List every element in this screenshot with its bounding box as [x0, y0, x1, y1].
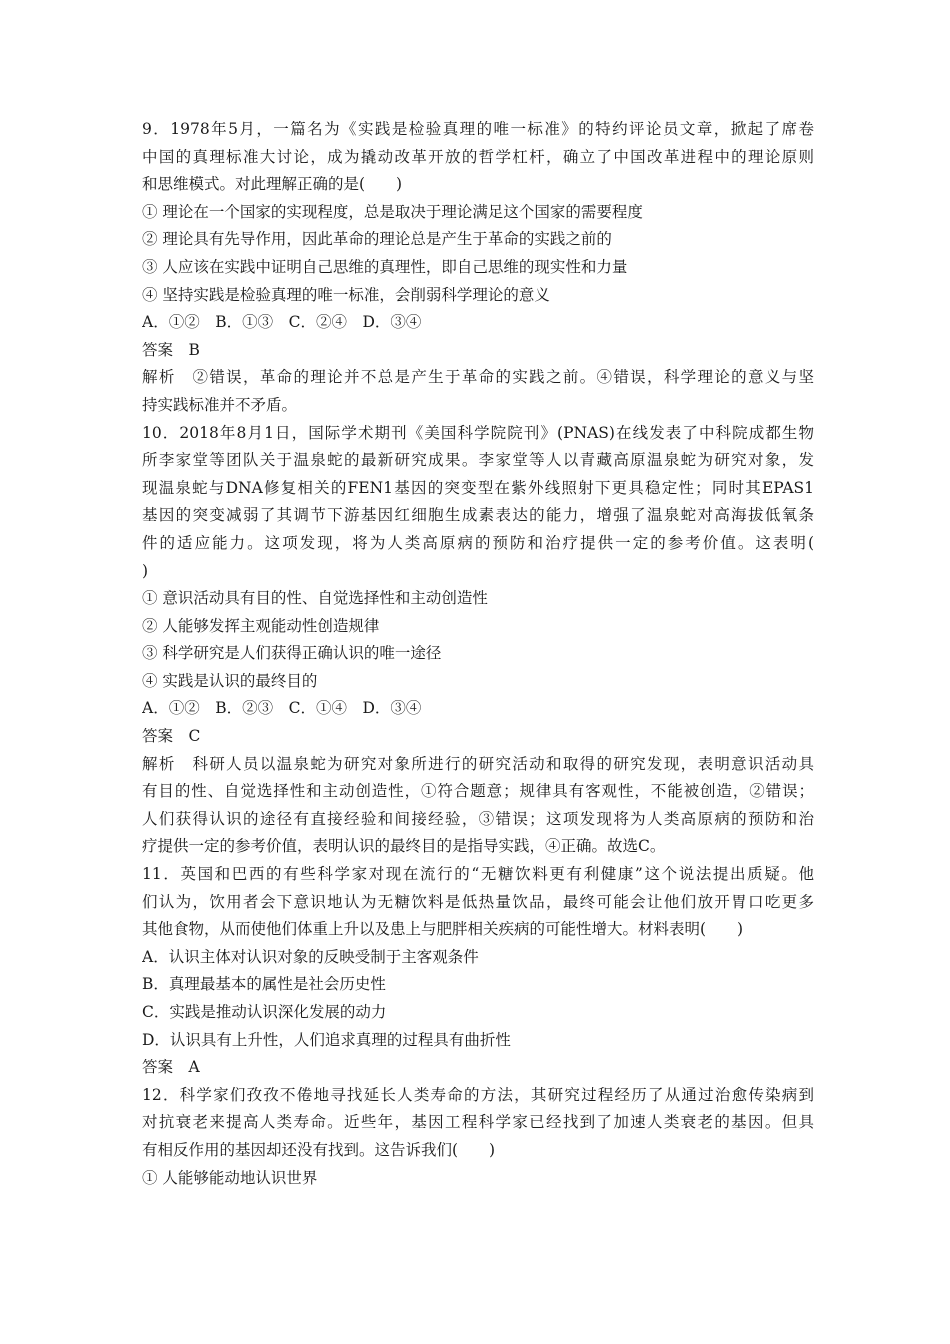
text-line: ): [142, 561, 149, 580]
text-line: 有相反作用的基因却还没有找到。这告诉我们( ): [142, 1140, 496, 1159]
text-line: 解析 ②错误，革命的理论并不总是产生于革命的实践之前。④错误，科学理论的意义与坚: [142, 368, 814, 387]
text-line: 人们获得认识的途径有直接经验和间接经验，③错误；这项发现将为人类高原病的预防和治: [142, 809, 814, 828]
text-line: 答案 C: [142, 727, 201, 746]
text-line: 11．英国和巴西的有些科学家对现在流行的“无糖饮料更有利健康”这个说法提出质疑。他: [142, 865, 814, 884]
text-line: 件的适应能力。这项发现，将为人类高原病的预防和治疗提供一定的参考价值。这表明(: [142, 533, 814, 552]
text-line: 和思维模式。对此理解正确的是( ): [142, 175, 403, 194]
text-line: 疗提供一定的参考价值，表明认识的最终目的是指导实践，④正确。故选C。: [142, 837, 666, 856]
text-line: 现温泉蛇与DNA修复相关的FEN1基因的突变型在紫外线照射下更具稳定性；同时其EPAS1: [142, 478, 814, 497]
text-line: 有目的性、自觉选择性和主动创造性，①符合题意；规律具有客观性，不能被创造，②错误；: [142, 782, 814, 801]
text-line: 9．1978年5月，一篇名为《实践是检验真理的唯一标准》的特约评论员文章，掀起了席卷: [142, 120, 814, 138]
text-line: A．①② B．①③ C．②④ D．③④: [142, 313, 422, 332]
document-body: [142, 116, 814, 1192]
text-line: 持实践标准并不矛盾。: [142, 395, 298, 414]
text-line: ④ 坚持实践是检验真理的唯一标准，会削弱科学理论的意义: [142, 285, 550, 304]
text-line: ① 理论在一个国家的实现程度，总是取决于理论满足这个国家的需要程度: [142, 202, 643, 221]
text-line: 答案 A: [142, 1058, 200, 1077]
text-line: B．真理最基本的属性是社会历史性: [142, 975, 386, 994]
text-line: 对抗衰老来提高人类寿命。近些年，基因工程科学家已经找到了加速人类衰老的基因。但具: [142, 1113, 814, 1132]
text-line: ② 理论具有先导作用，因此革命的理论总是产生于革命的实践之前的: [142, 230, 612, 249]
text-line: C．实践是推动认识深化发展的动力: [142, 1003, 387, 1021]
text-line: 所李家堂等团队关于温泉蛇的最新研究成果。李家堂等人以青藏高原温泉蛇为研究对象，发: [142, 451, 814, 470]
text-line: 中国的真理标准大讨论，成为撬动改革开放的哲学杠杆，确立了中国改革进程中的理论原则: [142, 147, 814, 166]
text-line: ① 人能够能动地认识世界: [142, 1168, 318, 1187]
text-line: ① 意识活动具有目的性、自觉选择性和主动创造性: [142, 589, 488, 608]
text-line: ② 人能够发挥主观能动性创造规律: [142, 616, 380, 635]
text-line: ③ 科学研究是人们获得正确认识的唯一途径: [142, 644, 442, 663]
text-line: 基因的突变减弱了其调节下游基因红细胞生成素表达的能力，增强了温泉蛇对高海拔低氧条: [142, 506, 814, 525]
text-line: ③ 人应该在实践中证明自己思维的真理性，即自己思维的现实性和力量: [142, 257, 628, 276]
text-line: 解析 科研人员以温泉蛇为研究对象所进行的研究活动和取得的研究发现，表明意识活动具: [142, 754, 814, 773]
text-line: 答案 B: [142, 340, 200, 359]
text-line: 们认为，饮用者会下意识地认为无糖饮料是低热量饮品，最终可能会让他们放开胃口吃更多: [142, 892, 814, 911]
text-line: 其他食物，从而使他们体重上升以及患上与肥胖相关疾病的可能性增大。材料表明( ): [142, 920, 744, 939]
text-line: ④ 实践是认识的最终目的: [142, 671, 318, 690]
text-line: A．认识主体对认识对象的反映受制于主客观条件: [142, 947, 479, 966]
text-line: D．认识具有上升性，人们追求真理的过程具有曲折性: [142, 1030, 511, 1049]
text-line: A．①② B．②③ C．①④ D．③④: [142, 699, 422, 718]
text-line: 12．科学家们孜孜不倦地寻找延长人类寿命的方法，其研究过程经历了从通过治愈传染病到: [142, 1085, 814, 1104]
text-line: 10．2018年8月1日，国际学术期刊《美国科学院院刊》(PNAS)在线发表了中科院成都生物: [142, 423, 814, 442]
